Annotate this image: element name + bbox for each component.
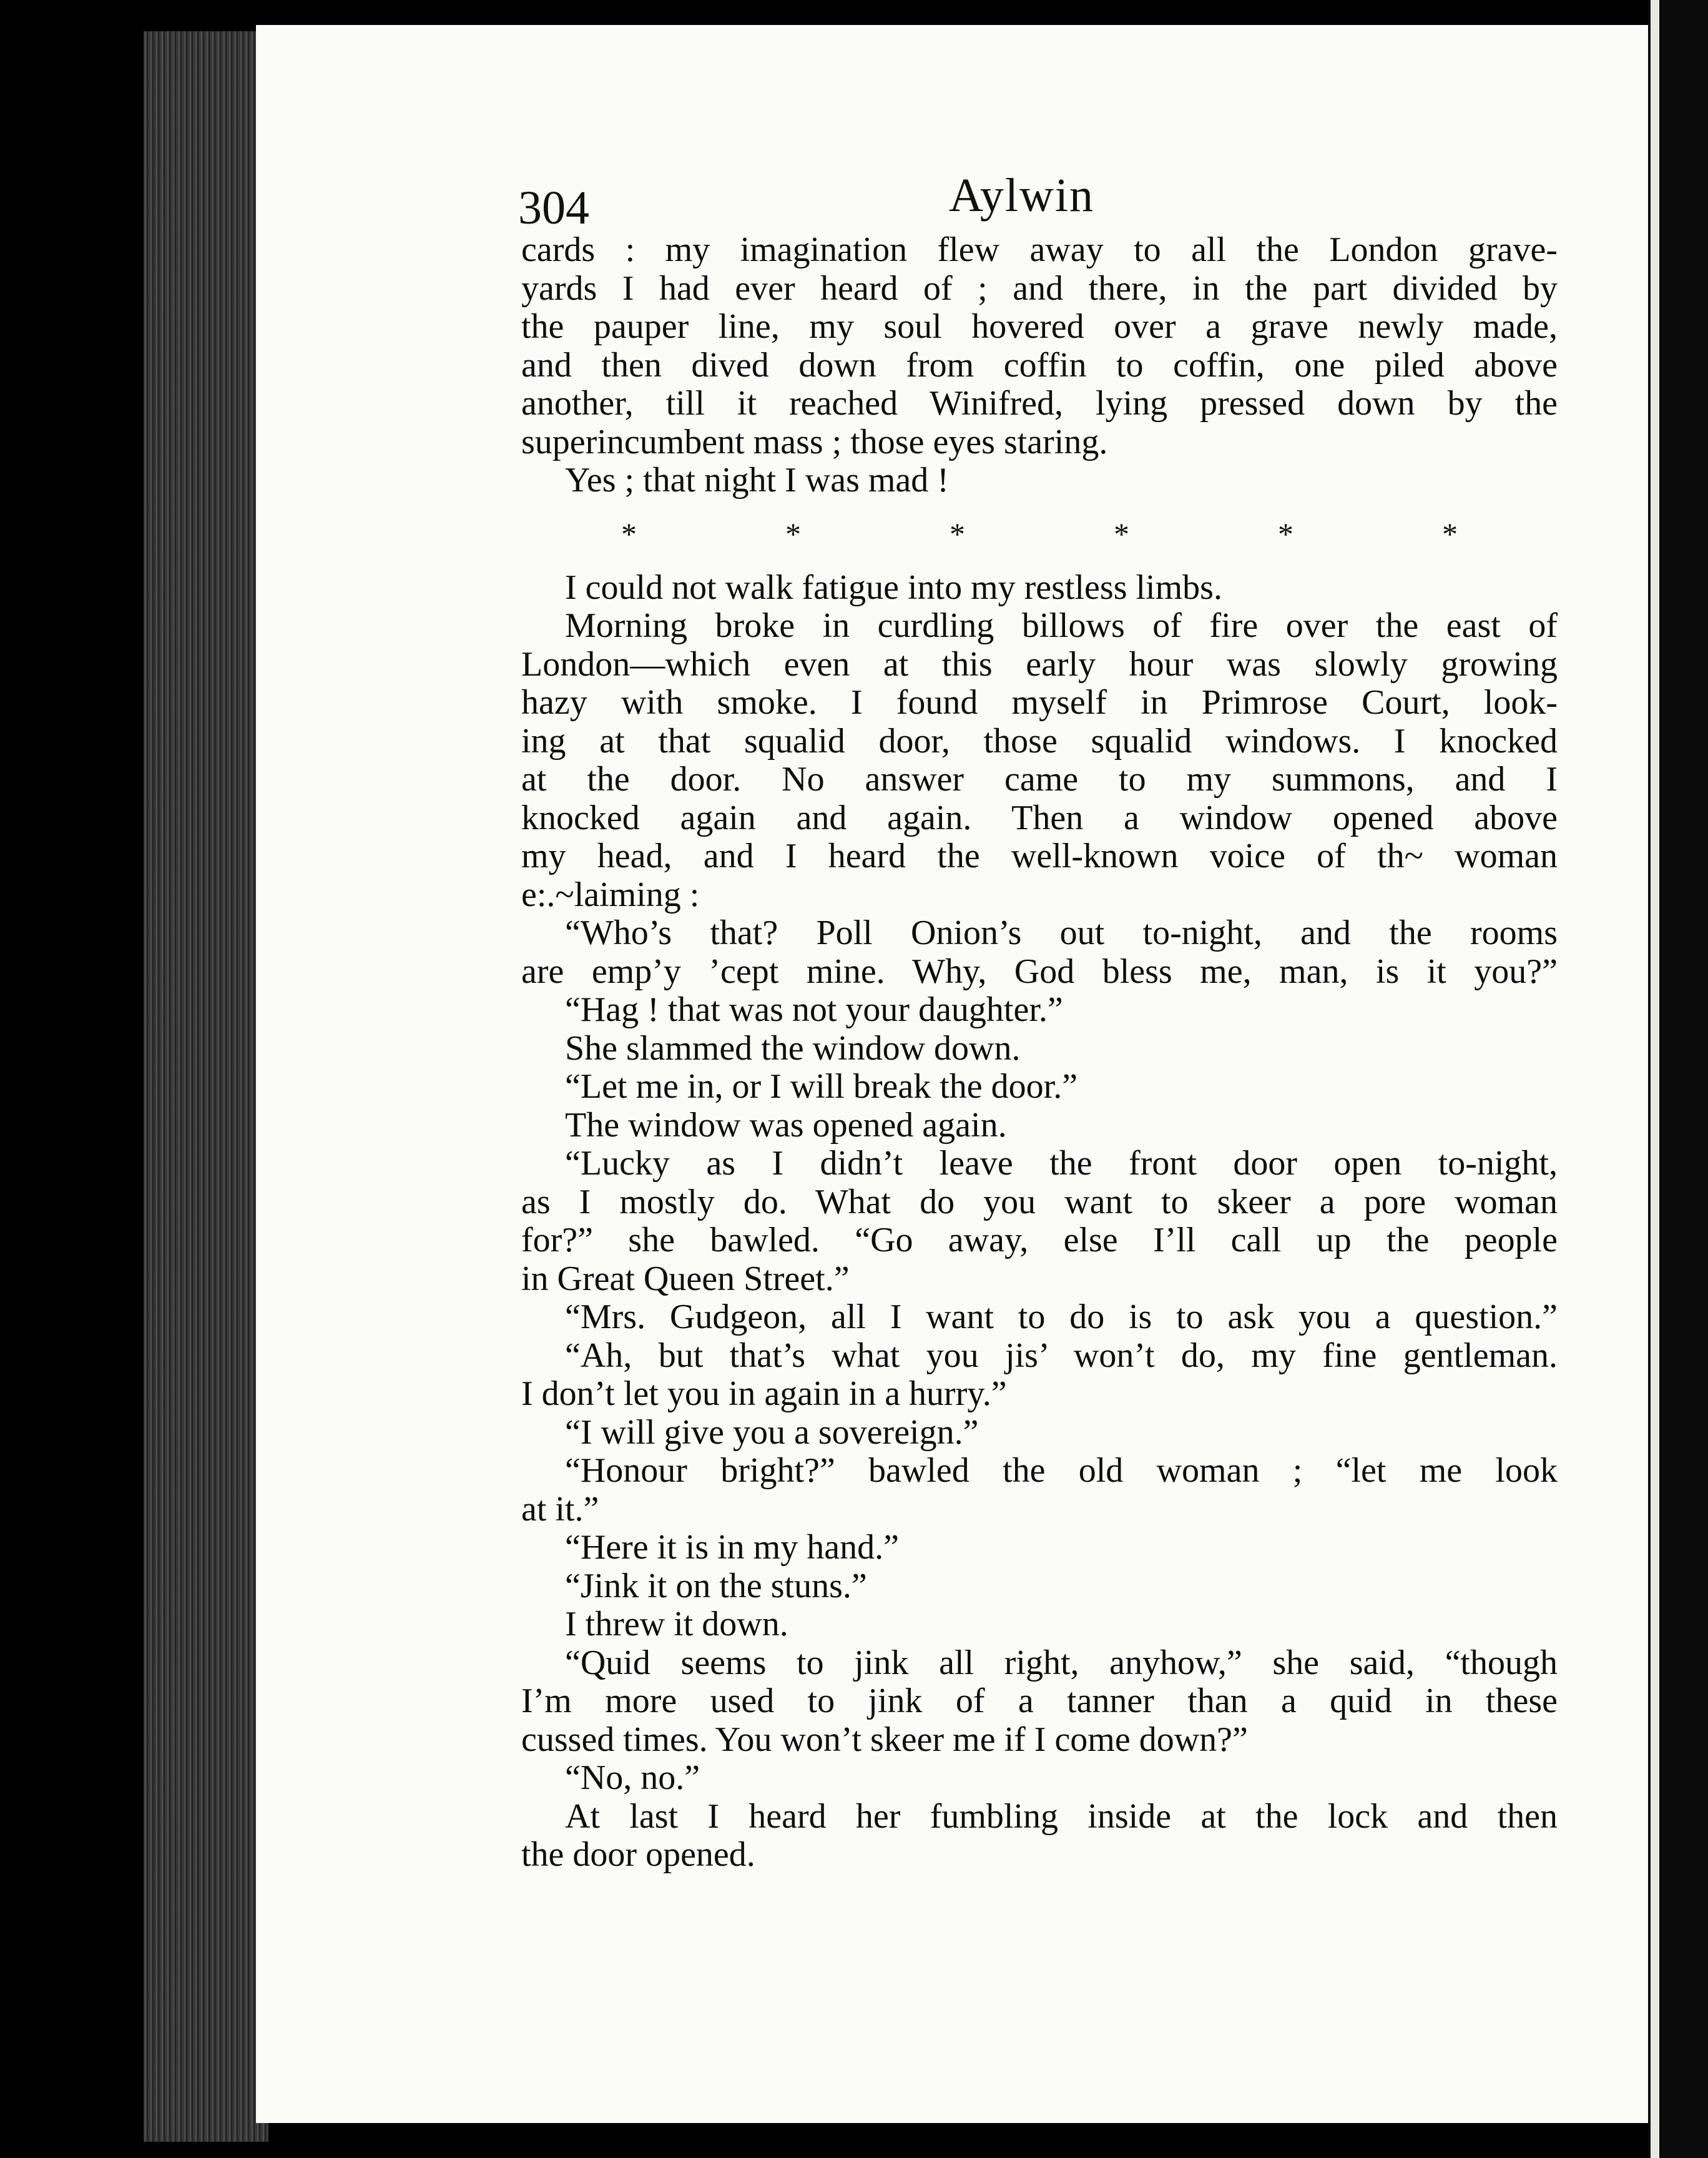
facing-page-strip — [1651, 0, 1659, 2158]
text-line: At last I heard her fumbling inside at the lock and then — [565, 1796, 1558, 1836]
paragraph-block-bottom — [521, 569, 1558, 1875]
text-line: “Lucky as I didn’t leave the front door open to-night, — [565, 1144, 1558, 1183]
text-line: superincumbent mass ; those eyes staring. — [521, 422, 1108, 461]
text-line: the door opened. — [521, 1835, 755, 1874]
text-line: “Here it is in my hand.” — [565, 1528, 899, 1567]
text-line: at it.” — [521, 1489, 599, 1529]
text-line: I threw it down. — [565, 1605, 788, 1643]
text-line: “Ah, but that’s what you jis’ won’t do, my fine gentleman. — [565, 1336, 1558, 1375]
text-line: “Mrs. Gudgeon, all I want to do is to ask you a question.” — [565, 1298, 1558, 1336]
text-line: hazy with smoke. I found myself in Primrose Court, look- — [521, 683, 1558, 722]
text-line: ing at that squalid door, those squalid windows. I knocked — [521, 721, 1558, 761]
asterisk: * — [621, 516, 637, 551]
page-number: 304 — [518, 182, 589, 234]
text-line: “Who’s that? Poll Onion’s out to-night, and the rooms — [565, 914, 1558, 952]
text-line: “Jink it on the stuns.” — [565, 1566, 867, 1605]
text-line: in Great Queen Street.” — [521, 1259, 850, 1298]
text-line: I could not walk fatigue into my restless limbs. — [565, 568, 1222, 607]
text-line: the pauper line, my soul hovered over a grave newly made, — [521, 307, 1558, 346]
text-line: and then dived down from coffin to coffin, one piled above — [521, 345, 1558, 385]
text-line: cards : my imagination flew away to all the London grave- — [521, 230, 1558, 269]
text-line: “Quid seems to jink all right, anyhow,” she said, “though — [565, 1643, 1558, 1682]
text-line: The window was opened again. — [565, 1105, 1007, 1145]
text-line: “I will give you a sovereign.” — [565, 1412, 979, 1452]
facing-page-edge — [1648, 0, 1708, 2158]
text-line: at the door. No answer came to my summons, and I — [521, 760, 1558, 799]
text-line: Morning broke in curdling billows of fire over the east of — [565, 606, 1558, 645]
text-line: are emp’y ’cept mine. Why, God bless me, man, is it you?” — [521, 952, 1558, 991]
text-line: my head, and I heard the well-known voice of th~ woman — [521, 837, 1558, 875]
text-line: “Let me in, or I will break the door.” — [565, 1067, 1078, 1106]
text-line: I’m more used to jink of a tanner than a quid in these — [521, 1682, 1558, 1720]
text-line: e:.~laiming : — [521, 875, 700, 914]
asterisk: * — [785, 516, 801, 551]
section-break — [521, 500, 1558, 569]
text-line: “Honour bright?” bawled the old woman ; “let me look — [565, 1451, 1558, 1490]
text-line: London—which even at this early hour was slowly growing — [521, 644, 1558, 684]
asterisk: * — [1278, 516, 1293, 551]
book-page-edge — [144, 31, 268, 2142]
asterisk: * — [1442, 516, 1458, 551]
body-text — [521, 231, 1558, 1875]
asterisk: * — [950, 516, 965, 551]
text-line: I don’t let you in again in a hurry.” — [521, 1374, 1007, 1413]
paragraph-block-top — [521, 231, 1558, 500]
text-line: yards I had ever heard of ; and there, in the part divided by — [521, 269, 1558, 308]
text-line: as I mostly do. What do you want to skeer a pore woman — [521, 1182, 1558, 1221]
text-line: Yes ; that night I was mad ! — [565, 461, 949, 500]
text-line: another, till it reached Winifred, lying pressed down by the — [521, 384, 1558, 423]
running-title: Aylwin — [949, 169, 1095, 222]
text-line: “No, no.” — [565, 1758, 700, 1797]
text-line: for?” she bawled. “Go away, else I’ll call up the people — [521, 1221, 1558, 1259]
text-line: She slammed the window down. — [565, 1028, 1021, 1068]
text-line: knocked again and again. Then a window opened above — [521, 798, 1558, 837]
text-line: cussed times. You won’t skeer me if I come down?” — [521, 1720, 1248, 1759]
text-line: “Hag ! that was not your daughter.” — [565, 990, 1063, 1029]
asterisk: * — [1114, 516, 1129, 551]
